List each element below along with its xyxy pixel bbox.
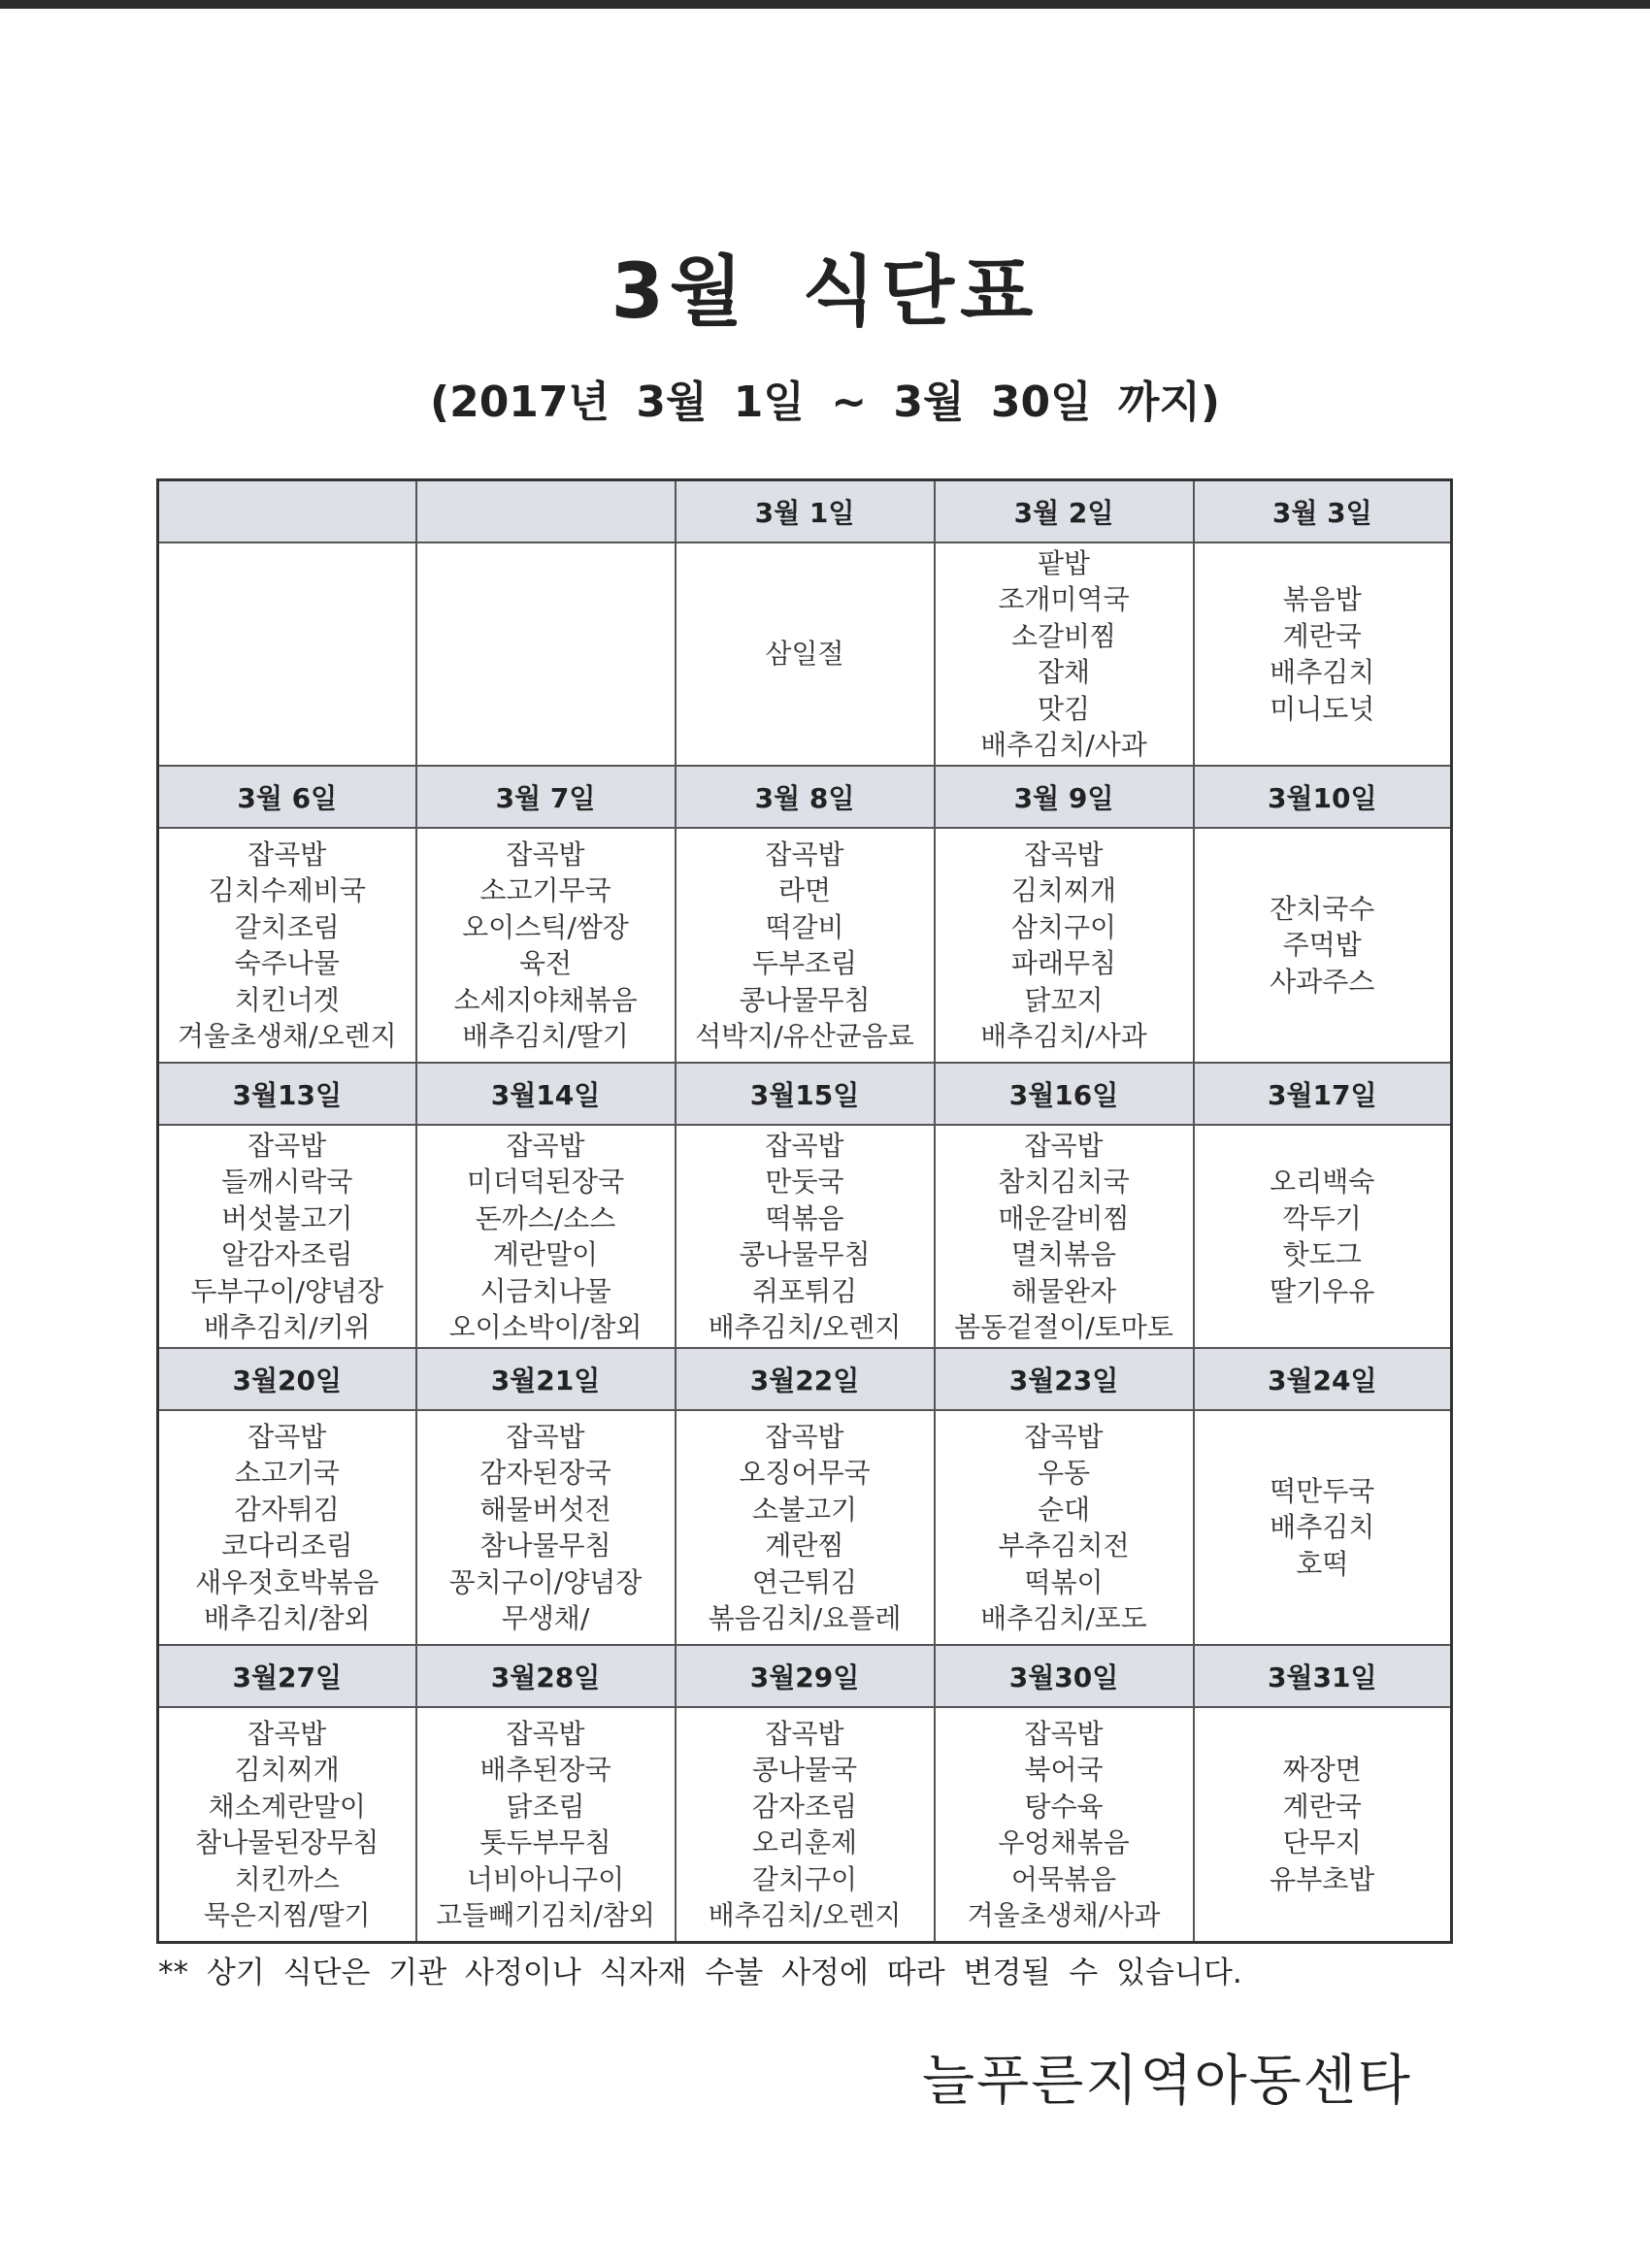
- dish-item: 오이스틱/쌈장: [462, 910, 629, 943]
- date-cell: 3월30일: [935, 1645, 1194, 1707]
- dish-item: 호떡: [1296, 1547, 1349, 1580]
- dish-item: 갈치조림: [234, 910, 340, 943]
- menu-cell: [935, 1125, 1194, 1348]
- menu-table: [156, 478, 1453, 1944]
- dish-item: 겨울초생채/사과: [967, 1899, 1161, 1931]
- dish-item: 참나물된장무침: [195, 1826, 380, 1858]
- dish-item: 볶음밥: [1282, 583, 1362, 615]
- dish-item: 삼치구이: [1010, 910, 1117, 943]
- dish-item: 소고기무국: [479, 874, 611, 906]
- dish-item: 계란국: [1282, 619, 1362, 652]
- dish-item: 미더덕된장국: [466, 1166, 625, 1198]
- menu-cell: [158, 1410, 416, 1645]
- date-cell: 3월31일: [1194, 1645, 1452, 1707]
- dish-item: 잡곡밥: [506, 838, 585, 871]
- menu-row: [158, 1125, 1452, 1348]
- menu-cell: [935, 1707, 1194, 1943]
- dish-item: 딸기우유: [1270, 1274, 1375, 1307]
- dish-item: 팥밥: [1037, 546, 1091, 579]
- dish-item: 새우젓호박볶음: [195, 1565, 380, 1598]
- dish-item: 쥐포튀김: [751, 1274, 858, 1307]
- date-cell: 3월28일: [416, 1645, 676, 1707]
- dish-item: 석박지/유산균음료: [695, 1020, 914, 1052]
- dish-item: 배추김치/포도: [980, 1602, 1147, 1634]
- menu-cell: [676, 1125, 935, 1348]
- menu-cell: [935, 542, 1194, 766]
- menu-cell: [158, 828, 416, 1063]
- dish-item: 오리백숙: [1270, 1166, 1375, 1198]
- dish-item: 시금치나물: [479, 1274, 611, 1307]
- dish-item: 오징어무국: [739, 1457, 871, 1489]
- dish-item: 조개미역국: [998, 583, 1130, 615]
- date-cell: 3월17일: [1194, 1063, 1452, 1125]
- date-row: [158, 766, 1452, 828]
- dish-item: 소세지야채볶음: [453, 983, 638, 1016]
- menu-cell: [676, 1410, 935, 1645]
- dish-item: 짜장면: [1282, 1754, 1362, 1786]
- dish-item: 떡갈비: [765, 910, 844, 943]
- dish-item: 버섯불고기: [221, 1201, 353, 1234]
- dish-item: 배추김치/딸기: [462, 1020, 629, 1052]
- menu-cell: [416, 1707, 676, 1943]
- dish-item: 잡곡밥: [248, 1420, 327, 1453]
- dish-item: 잡곡밥: [506, 1717, 585, 1750]
- dish-item: 잡곡밥: [1024, 1420, 1104, 1453]
- menu-cell: [676, 828, 935, 1063]
- dish-item: 무생채/: [501, 1602, 590, 1634]
- period-subtitle: (2017년 3월 1일 ~ 3월 30일 까지): [429, 378, 1221, 427]
- date-cell: 3월27일: [158, 1645, 416, 1707]
- dish-item: 배추김치/사과: [980, 729, 1147, 761]
- date-cell: 3월14일: [416, 1063, 676, 1125]
- dish-item: 톳두부무침: [479, 1826, 611, 1858]
- dish-item: 배추된장국: [479, 1754, 611, 1786]
- date-row: [158, 1645, 1452, 1707]
- dish-item: 유부초밥: [1270, 1862, 1375, 1895]
- scan-top-border: [0, 0, 1650, 9]
- date-cell: 3월22일: [676, 1348, 935, 1410]
- menu-cell: [416, 542, 676, 766]
- menu-cell: [1194, 1125, 1452, 1348]
- dish-item: 닭조림: [506, 1790, 585, 1823]
- dish-item: 주먹밥: [1282, 929, 1362, 962]
- dish-item: 깍두기: [1282, 1201, 1362, 1234]
- date-cell: 3월21일: [416, 1348, 676, 1410]
- dish-item: 떡볶이: [1024, 1565, 1104, 1598]
- dish-item: 맛김: [1037, 692, 1091, 725]
- dish-item: 잡곡밥: [1024, 838, 1104, 871]
- date-cell: 3월 8일: [676, 766, 935, 828]
- date-cell: 3월 2일: [935, 480, 1194, 543]
- dish-item: 오이소박이/참외: [448, 1311, 643, 1343]
- menu-cell: [1194, 1410, 1452, 1645]
- dish-item: 봄동겉절이/토마토: [954, 1311, 1173, 1343]
- dish-item: 단무지: [1282, 1826, 1362, 1858]
- dish-item: 배추김치/키위: [203, 1311, 371, 1343]
- menu-cell: [158, 542, 416, 766]
- dish-item: 돈까스/소스: [475, 1201, 616, 1234]
- dish-item: 숙주나물: [234, 947, 340, 979]
- menu-cell: [416, 1410, 676, 1645]
- dish-item: 삼일절: [765, 638, 844, 671]
- dish-item: 배추김치/오렌지: [708, 1899, 902, 1931]
- dish-item: 어묵볶음: [1010, 1862, 1117, 1895]
- menu-cell: [935, 828, 1194, 1063]
- dish-item: 김치수제비국: [208, 874, 366, 906]
- dish-item: 탕수육: [1024, 1790, 1104, 1823]
- dish-item: 부추김치전: [998, 1529, 1130, 1561]
- center-signature: 늘푸른지역아동센타: [922, 2050, 1412, 2113]
- date-row: [158, 480, 1452, 543]
- menu-cell: [416, 828, 676, 1063]
- dish-item: 두부구이/양념장: [190, 1274, 384, 1307]
- dish-item: 만둣국: [765, 1166, 844, 1198]
- date-cell: 3월23일: [935, 1348, 1194, 1410]
- dish-item: 잡곡밥: [248, 838, 327, 871]
- dish-item: 멸치볶음: [1010, 1238, 1117, 1270]
- menu-row: [158, 1410, 1452, 1645]
- dish-item: 육전: [518, 947, 573, 979]
- dish-item: 사과주스: [1270, 965, 1375, 998]
- dish-item: 꽁치구이/양념장: [448, 1565, 643, 1598]
- menu-cell: [1194, 542, 1452, 766]
- dish-item: 김치찌개: [1010, 874, 1117, 906]
- dish-item: 잡곡밥: [506, 1420, 585, 1453]
- date-cell: [416, 480, 676, 543]
- dish-item: 김치찌개: [234, 1754, 340, 1786]
- dish-item: 배추김치/참외: [203, 1602, 371, 1634]
- dish-item: 채소계란말이: [208, 1790, 366, 1823]
- dish-item: 감자된장국: [479, 1457, 611, 1489]
- dish-item: 코다리조림: [221, 1529, 353, 1561]
- date-cell: 3월20일: [158, 1348, 416, 1410]
- date-cell: 3월29일: [676, 1645, 935, 1707]
- dish-item: 떡만두국: [1270, 1474, 1375, 1507]
- menu-cell: [416, 1125, 676, 1348]
- date-row: [158, 1063, 1452, 1125]
- dish-item: 잡곡밥: [765, 838, 844, 871]
- dish-item: 우동: [1037, 1457, 1091, 1489]
- dish-item: 잡채: [1037, 656, 1091, 688]
- dish-item: 콩나물무침: [739, 1238, 871, 1270]
- dish-item: 잡곡밥: [1024, 1129, 1104, 1162]
- dish-item: 잡곡밥: [1024, 1717, 1104, 1750]
- menu-cell: [935, 1410, 1194, 1645]
- dish-item: 연근튀김: [751, 1565, 858, 1598]
- menu-cell: [676, 1707, 935, 1943]
- date-cell: [158, 480, 416, 543]
- dish-item: 배추김치: [1270, 1511, 1375, 1544]
- dish-item: 라면: [777, 874, 832, 906]
- dish-item: 파래무침: [1010, 947, 1117, 979]
- dish-item: 북어국: [1024, 1754, 1104, 1786]
- dish-item: 너비아니구이: [466, 1862, 625, 1895]
- dish-item: 배추김치: [1270, 656, 1375, 688]
- change-notice: ** 상기 식단은 기관 사정이나 식자재 수불 사정에 따라 변경될 수 있습니다.: [158, 1956, 1242, 1990]
- menu-cell: [676, 542, 935, 766]
- dish-item: 소고기국: [234, 1457, 340, 1489]
- dish-item: 배추김치/사과: [980, 1020, 1147, 1052]
- dish-item: 핫도그: [1282, 1238, 1362, 1270]
- dish-item: 순대: [1037, 1493, 1091, 1526]
- date-cell: 3월 1일: [676, 480, 935, 543]
- menu-cell: [1194, 828, 1452, 1063]
- menu-row: [158, 1707, 1452, 1943]
- dish-item: 배추김치/오렌지: [708, 1311, 902, 1343]
- date-cell: 3월16일: [935, 1063, 1194, 1125]
- dish-item: 계란말이: [492, 1238, 599, 1270]
- dish-item: 묵은지찜/딸기: [203, 1899, 371, 1931]
- date-cell: 3월 3일: [1194, 480, 1452, 543]
- dish-item: 계란찜: [765, 1529, 844, 1561]
- dish-item: 매운갈비찜: [998, 1201, 1130, 1234]
- date-cell: 3월 7일: [416, 766, 676, 828]
- date-cell: 3월13일: [158, 1063, 416, 1125]
- dish-item: 감자조림: [751, 1790, 858, 1823]
- dish-item: 소불고기: [751, 1493, 858, 1526]
- dish-item: 떡볶음: [765, 1201, 844, 1234]
- dish-item: 알감자조림: [221, 1238, 353, 1270]
- dish-item: 참나물무침: [479, 1529, 611, 1561]
- date-cell: 3월24일: [1194, 1348, 1452, 1410]
- dish-item: 잡곡밥: [248, 1717, 327, 1750]
- date-cell: 3월 9일: [935, 766, 1194, 828]
- dish-item: 치킨너겟: [234, 983, 340, 1016]
- menu-cell: [158, 1707, 416, 1943]
- menu-row: [158, 542, 1452, 766]
- dish-item: 잡곡밥: [765, 1129, 844, 1162]
- dish-item: 우엉채볶음: [998, 1826, 1130, 1858]
- dish-item: 잡곡밥: [506, 1129, 585, 1162]
- dish-item: 계란국: [1282, 1790, 1362, 1823]
- dish-item: 오리훈제: [751, 1826, 858, 1858]
- date-cell: 3월10일: [1194, 766, 1452, 828]
- dish-item: 잡곡밥: [248, 1129, 327, 1162]
- dish-item: 콩나물국: [751, 1754, 858, 1786]
- page-title: 3월 식단표: [610, 248, 1040, 336]
- menu-cell: [1194, 1707, 1452, 1943]
- date-row: [158, 1348, 1452, 1410]
- dish-item: 들깨시락국: [221, 1166, 353, 1198]
- dish-item: 감자튀김: [234, 1493, 340, 1526]
- dish-item: 소갈비찜: [1010, 619, 1117, 652]
- dish-item: 볶음김치/요플레: [708, 1602, 902, 1634]
- menu-row: [158, 828, 1452, 1063]
- date-cell: 3월15일: [676, 1063, 935, 1125]
- dish-item: 겨울초생채/오렌지: [177, 1020, 397, 1052]
- dish-item: 해물버섯전: [479, 1493, 611, 1526]
- dish-item: 두부조림: [751, 947, 858, 979]
- menu-cell: [158, 1125, 416, 1348]
- dish-item: 고들빼기김치/참외: [436, 1899, 655, 1931]
- dish-item: 잡곡밥: [765, 1420, 844, 1453]
- dish-item: 해물완자: [1010, 1274, 1117, 1307]
- dish-item: 참치김치국: [998, 1166, 1130, 1198]
- date-cell: 3월 6일: [158, 766, 416, 828]
- dish-item: 잡곡밥: [765, 1717, 844, 1750]
- dish-item: 미니도넛: [1270, 692, 1375, 725]
- dish-item: 콩나물무침: [739, 983, 871, 1016]
- dish-item: 치킨까스: [234, 1862, 340, 1895]
- dish-item: 닭꼬지: [1024, 983, 1104, 1016]
- dish-item: 갈치구이: [751, 1862, 858, 1895]
- dish-item: 잔치국수: [1270, 892, 1375, 925]
